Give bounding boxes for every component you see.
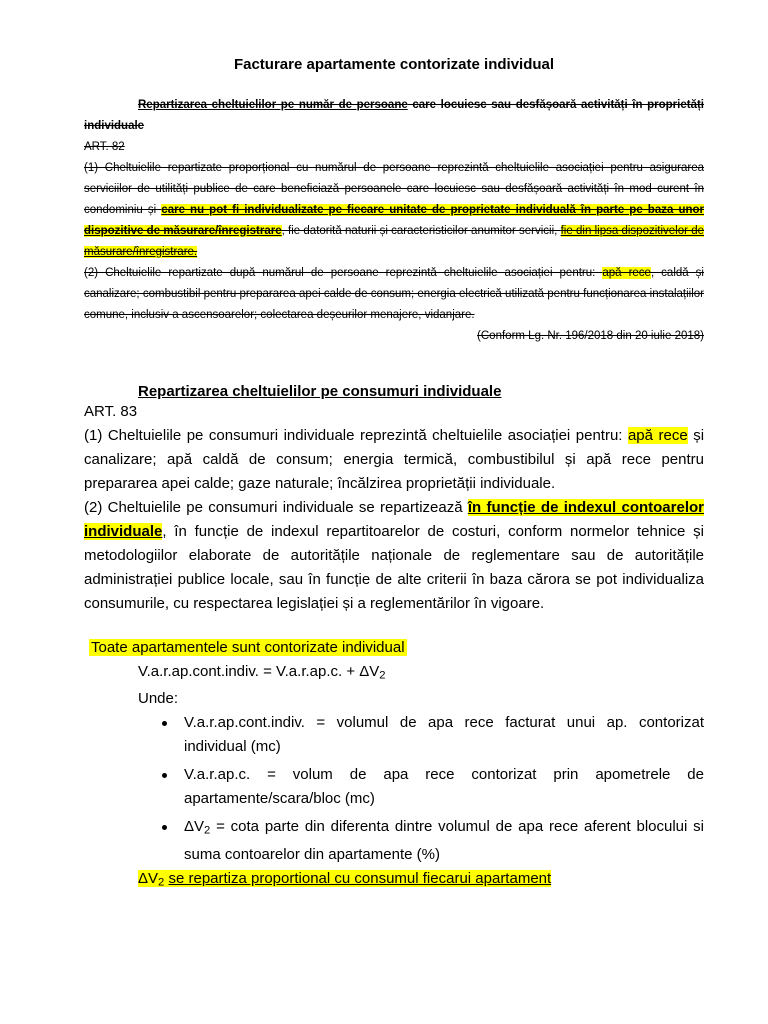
page-title: Facturare apartamente contorizate individual [233,56,555,73]
art83-paragraph-1 [84,424,704,496]
art82-heading-rest: care locuiesc sau desfășoară activități în proprietăți individuale [84,99,704,132]
definition-list [84,711,704,866]
def3-symbol: ΔV [184,818,205,836]
art82-p2-text-a: (2) Cheltuielile repartizate după numărul de persoane reprezintă cheltuielile asociației pentru: [84,267,603,279]
art83-p2-text-a: (2) Cheltuielile pe consumuri individuale se repartizează [84,499,468,516]
art83-paragraph-2 [84,496,704,616]
art82-p1-highlight-1: care nu pot fi individualizate pe fiecare unitate de proprietate individuală în parte pe baza unor dispozitive de măsurare/înregistrare [84,204,705,237]
art83-p2-highlight: în funcție de indexul contoarelor individuale [84,499,704,540]
art83-p2-text-b: , în funcție de indexul repartitoarelor de costuri, conform normelor tehnice și metodologiilor elaborate de autoritățile naționale de reglementare sau de autoritățile administrației publice locale, sau în funcție de alte criterii în baza cărora se pot individualiza consumurile, cu respectarea legislației și a reglementărilor în vigoare. [84,523,704,612]
art83-p1-text-b: și canalizare; apă caldă de consum; energia termică, combustibilul și apă rece pentru prepararea apei calde; gaze naturale; încălzirea proprietății individuale. [84,427,705,492]
art82-source: (Conform Lg. Nr. 196/2018 din 20 iulie 2018) [477,330,704,342]
art82-p1-highlight-2: fie din lipsa dispozitivelor de măsurare/înregistrare. [84,225,704,258]
formula-section [84,636,704,894]
definition-item-1: V.a.r.ap.cont.indiv. = volumul de apa rece facturat unui ap. contorizat individual (mc) [184,711,704,759]
art82-paragraph-2 [84,263,704,326]
art82-p1-text-a: (1) Cheltuielile repartizate proporțional cu numărul de persoane reprezintă cheltuielile asociației pentru asigurarea serviciilor de utilități publice de care beneficiază persoanele care locuiesc sau desfășoară activități în mod curent în condominiu și [84,162,704,216]
art83-label: ART. 83 [84,403,138,420]
formula-conclusion [138,867,704,894]
art83-heading: Repartizarea cheltuielilor pe consumuri individuale [138,383,502,400]
conclusion-symbol: ΔV [138,869,159,887]
document-page [84,56,704,894]
formula-heading [89,636,704,660]
conclusion-text: se repartiza proportional cu consumul fiecarui apartament [168,869,552,887]
definition-item-3 [184,815,704,866]
art82-section [84,95,704,347]
art83-section [84,400,704,616]
art83-p1-text-a: (1) Cheltuielile pe consumuri individuale reprezintă cheltuielile asociației pentru: [84,427,628,444]
formula-equation [138,660,704,687]
art82-heading-bold: Repartizarea cheltuielilor pe număr de persoane [138,99,408,111]
definition-item-2: V.a.r.ap.c. = volum de apa rece contorizat prin apometrele de apartamente/scara/bloc (mc) [184,763,704,811]
art82-paragraph-1 [84,158,704,263]
art82-p2-text-b: , caldă și canalizare; combustibil pentru prepararea apei calde de consum; energia electrică utilizată pentru funcționarea instalațiilor comune, inclusiv a ascensoarelor; colectarea deșeurilor menajere, vidanjare. [84,267,704,321]
def3-text: = cota parte din diferenta dintre volumul de apa rece aferent blocului si suma contoarelor din apartamente (%) [184,818,704,863]
art82-heading [84,95,704,137]
art83-p1-highlight: apă rece [627,427,688,444]
art82-p2-highlight: apă rece [602,267,651,279]
formula-heading-text: Toate apartamentele sunt contorizate individual [91,639,405,656]
conclusion-subscript: 2 [158,875,165,888]
conclusion-highlight [138,870,551,887]
art82-label: ART. 82 [84,141,125,153]
art82-p1-text-b: , fie datorită naturii și caracteristicilor anumitor servicii, [281,225,561,237]
formula-unde: Unde: [138,690,179,708]
equation-subscript: 2 [379,669,386,682]
def3-subscript: 2 [204,824,211,837]
equation-text: V.a.r.ap.cont.indiv. = V.a.r.ap.c. + ΔV [138,663,380,680]
